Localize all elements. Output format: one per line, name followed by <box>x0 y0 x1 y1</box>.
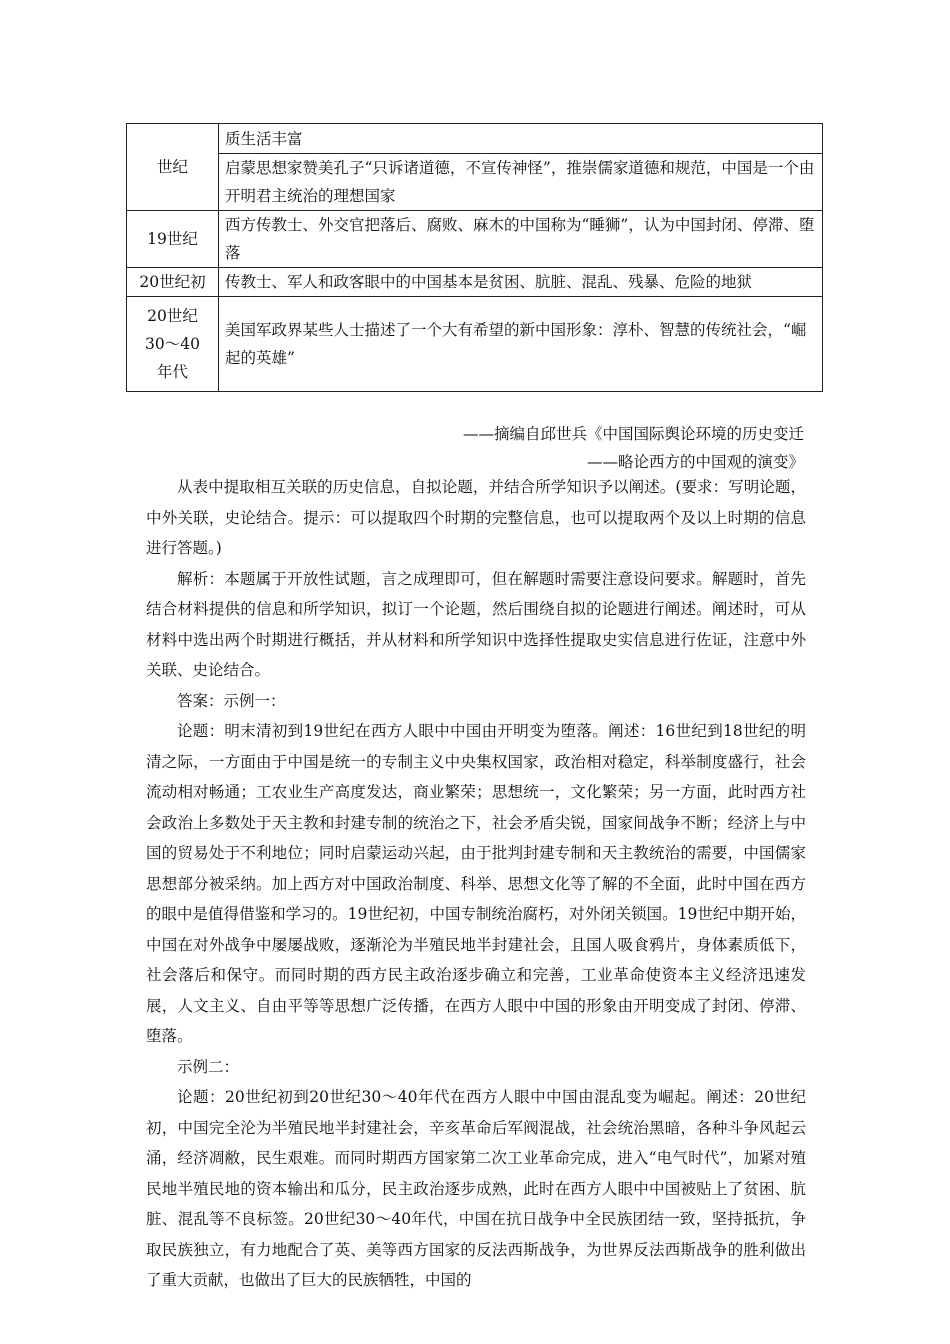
table-row <box>127 124 823 211</box>
source-citation <box>463 420 804 476</box>
source-line: ——略论西方的中国观的演变》 <box>586 453 804 471</box>
analysis-paragraph: 解析：本题属于开放性试题，言之成理即可，但在解题时需要注意设问要求。解题时，首先结合材料提供的信息和所学知识，拟订一个论题，然后围绕自拟的论题进行阐述。阐述时，可从材料中选出两个时期进行概括，并从材料和所学知识中选择性提取史实信息进行佐证，注意中外关联、史论结合。 <box>146 569 806 679</box>
source-line: ——摘编自邱世兵《中国国际舆论环境的历史变迁 <box>462 425 804 443</box>
answer-heading: 答案：示例一： <box>177 691 286 710</box>
body-text <box>146 472 806 1296</box>
era-cell: 19世纪 <box>127 211 219 268</box>
era-cell: 世纪 <box>127 124 219 211</box>
era-cell <box>127 297 219 392</box>
desc-cell: 西方传教士、外交官把落后、腐败、麻木的中国称为“睡狮”，认为中国封闭、停滞、堕落 <box>219 211 823 268</box>
table-row <box>127 211 823 268</box>
era-line: 20世纪 <box>147 307 198 325</box>
table-row <box>127 268 823 297</box>
table-row <box>127 297 823 392</box>
era-cell: 20世纪初 <box>127 268 219 297</box>
question-paragraph: 从表中提取相互关联的历史信息，自拟论题，并结合所学知识予以阐述。(要求：写明论题，中外关联，史论结合。提示：可以提取四个时期的完整信息，也可以提取两个及以上时期的信息进行答题。) <box>146 478 806 557</box>
desc-cell <box>219 124 823 211</box>
history-table <box>126 123 823 392</box>
desc-cell: 美国军政界某些人士描述了一个大有希望的新中国形象：淳朴、智慧的传统社会，“崛起的英雄” <box>219 297 823 392</box>
example-two-heading: 示例二： <box>177 1057 240 1076</box>
example-one-paragraph: 论题：明末清初到19世纪在西方人眼中中国由开明变为堕落。阐述：16世纪到18世纪的明清之际，一方面由于中国是统一的专制主义中央集权国家，政治相对稳定，科举制度盛行，社会流动相对畅通；工农业生产高度发达，商业繁荣；思想统一，文化繁荣；另一方面，此时西方社会政治上多数处于天主教和封建专制的统治之下，社会矛盾尖锐，国家间战争不断；经济上与中国的贸易处于不利地位；同时启蒙运动兴起，由于批判封建专制和天主教统治的需要，中国儒家思想部分被采纳。加上西方对中国政治制度、科举、思想文化等了解的不全面，此时中国在西方的眼中是值得借鉴和学习的。19世纪初，中国专制统治腐朽，对外闭关锁国。19世纪中期开始，中国在对外战争中屡屡战败，逐渐沦为半殖民地半封建社会，且国人吸食鸦片，身体素质低下，社会落后和保守。而同时期的西方民主政治逐步确立和完善，工业革命使资本主义经济迅速发展，人文主义、自由平等等思想广泛传播，在西方人眼中中国的形象由开明变成了封闭、停滞、堕落。 <box>146 722 806 1045</box>
desc-cell: 传教士、军人和政客眼中的中国基本是贫困、肮脏、混乱、残暴、危险的地狱 <box>219 268 823 297</box>
desc-line: 质生活丰富 <box>225 129 303 148</box>
era-line: 年代 <box>156 363 188 381</box>
desc-line: 启蒙思想家赞美孔子“只诉诸道德，不宣传神怪”，推崇儒家道德和规范，中国是一个由开明君主统治的理想国家 <box>219 153 822 210</box>
era-line: 30～40 <box>145 335 200 353</box>
example-two-paragraph: 论题：20世纪初到20世纪30～40年代在西方人眼中中国由混乱变为崛起。阐述：20世纪初，中国完全沦为半殖民地半封建社会，辛亥革命后军阀混战，社会统治黑暗，各种斗争风起云涌，经济凋敝，民生艰难。而同时期西方国家第二次工业革命完成，进入“电气时代”，加紧对殖民地半殖民地的资本输出和瓜分，民主政治逐步成熟，此时在西方人眼中中国被贴上了贫困、肮脏、混乱等不良标签。20世纪30～40年代，中国在抗日战争中全民族团结一致，坚持抵抗，争取民族独立，有力地配合了英、美等西方国家的反法西斯战争，为世界反法西斯战争的胜利做出了重大贡献，也做出了巨大的民族牺牲，中国的 <box>146 1088 806 1289</box>
